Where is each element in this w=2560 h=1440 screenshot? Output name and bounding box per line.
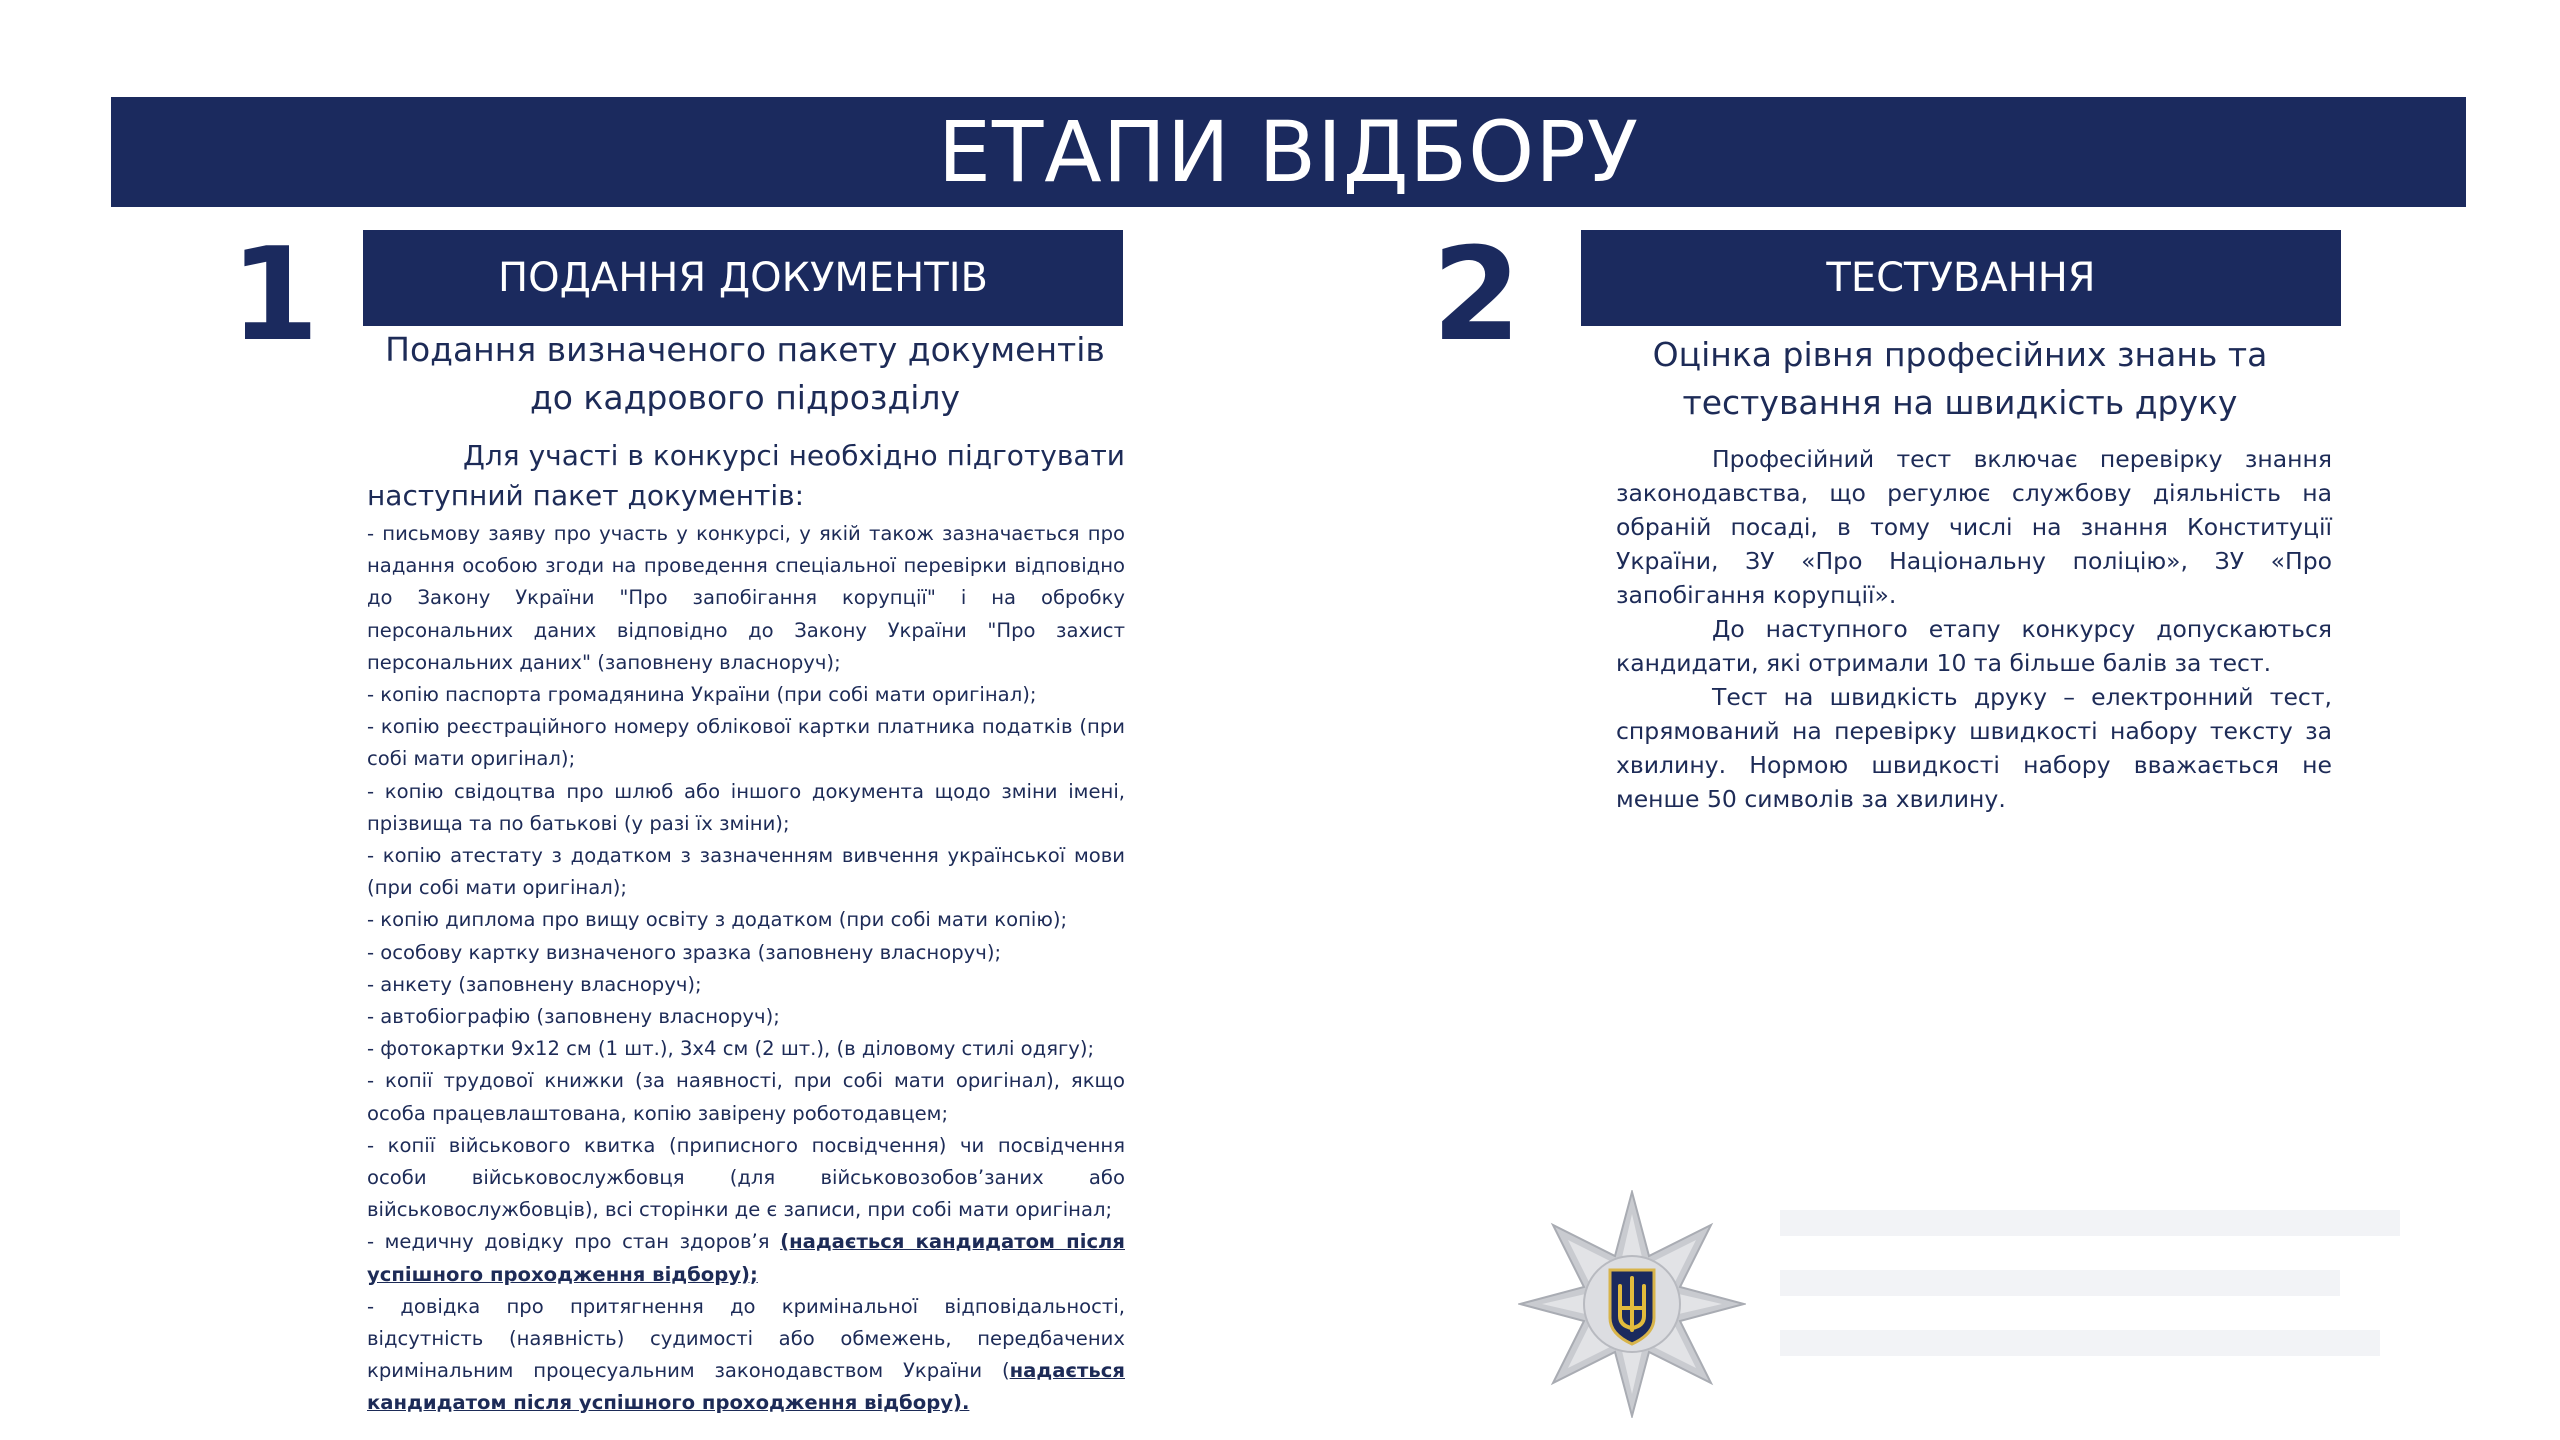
testing-paragraph: Професійний тест включає перевірку знання законодавства, що регулює службову діяльність на обраній посаді, в тому числі на знання Конституції України, ЗУ «Про Національну поліцію», ЗУ «Про запобігання корупції». [1616,445,2332,609]
list-item: - копії військового квитка (приписного посвідчення) чи посвідчення особи військовослужбовця (для військовозобов’заних або військовослужбовців), всі сторінки де є записи, при собі мати оригінал; [367,1133,1125,1222]
testing-description [1616,442,2332,816]
step-1-intro: Для участі в конкурсі необхідно підготувати наступний пакет документів: [367,439,1125,512]
step-2-subtitle: Оцінка рівня професійних знань та тестування на швидкість друку [1652,335,2268,422]
list-item: - копію диплома про вищу освіту з додатком (при собі мати копію); [367,908,1068,932]
list-item: - копію атестату з додатком з зазначенням вивчення української мови (при собі мати оригінал); [367,844,1125,900]
medical-item-text: - медичну довідку про стан здоров’я [367,1230,781,1254]
list-item: - особову картку визначеного зразка (заповнену власноруч); [367,940,1002,964]
step-1-subtitle: Подання визначеного пакету документів до кадрового підрозділу [385,330,1105,417]
list-item: - анкету (заповнену власноруч); [367,972,702,996]
medical-item-note: (надається кандидатом після успішного проходження відбору); [367,1230,1125,1286]
title-banner [111,97,2466,207]
testing-paragraph: До наступного етапу конкурсу допускаються кандидати, які отримали 10 та більше балів за тест. [1616,615,2332,677]
criminal-item-text: - довідка про притягнення до кримінальної відповідальності, відсутність (наявність) судимості або обмежень, передбачених кримінальним процесуальним законодавством України ( [367,1294,1125,1383]
list-item-medical [367,1226,1125,1290]
list-item: - письмову заяву про участь у конкурсі, у якій також зазначається про надання особою згоди на проведення спеціальної перевірки відповідно до Закону України "Про запобігання корупції" і на обробку персональних даних відповідно до Закону України "Про захист персональних даних" (заповнену власноруч); [367,522,1125,674]
list-item: - копію паспорта громадянина України (при собі мати оригінал); [367,683,1037,707]
page-title: ЕТАПИ ВІДБОРУ [937,103,1640,201]
criminal-item-note: надається кандидатом після успішного проходження відбору). [367,1359,1125,1415]
list-item: - копію реєстраційного номеру облікової картки платника податків (при собі мати оригінал); [367,715,1125,771]
step-1-heading: ПОДАННЯ ДОКУМЕНТІВ [363,230,1123,326]
step-2-heading: ТЕСТУВАННЯ [1581,230,2341,326]
list-item-criminal-record [367,1291,1125,1420]
list-item: - автобіографію (заповнену власноруч); [367,1005,780,1029]
document-list [367,518,1125,1420]
list-item: - копію свідоцтва про шлюб або іншого документа щодо зміни імені, прізвища та по батькові (у разі їх зміни); [367,779,1125,835]
list-item: - копії трудової книжки (за наявності, при собі мати оригінал), якщо особа працевлаштована, копію завірену роботодавцем; [367,1069,1125,1125]
police-star-emblem-icon [1518,1190,1746,1418]
list-item: - фотокартки 9х12 см (1 шт.), 3х4 см (2 шт.), (в діловому стилі одягу); [367,1037,1095,1061]
watermark-decoration [1780,1190,2440,1410]
step-1-number: 1 [230,221,320,370]
testing-paragraph: Тест на швидкість друку – електронний тест, спрямований на перевірку швидкості набору тексту за хвилину. Нормою швидкості набору вважається не менше 50 символів за хвилину. [1616,683,2332,813]
step-2-number: 2 [1432,221,1522,370]
